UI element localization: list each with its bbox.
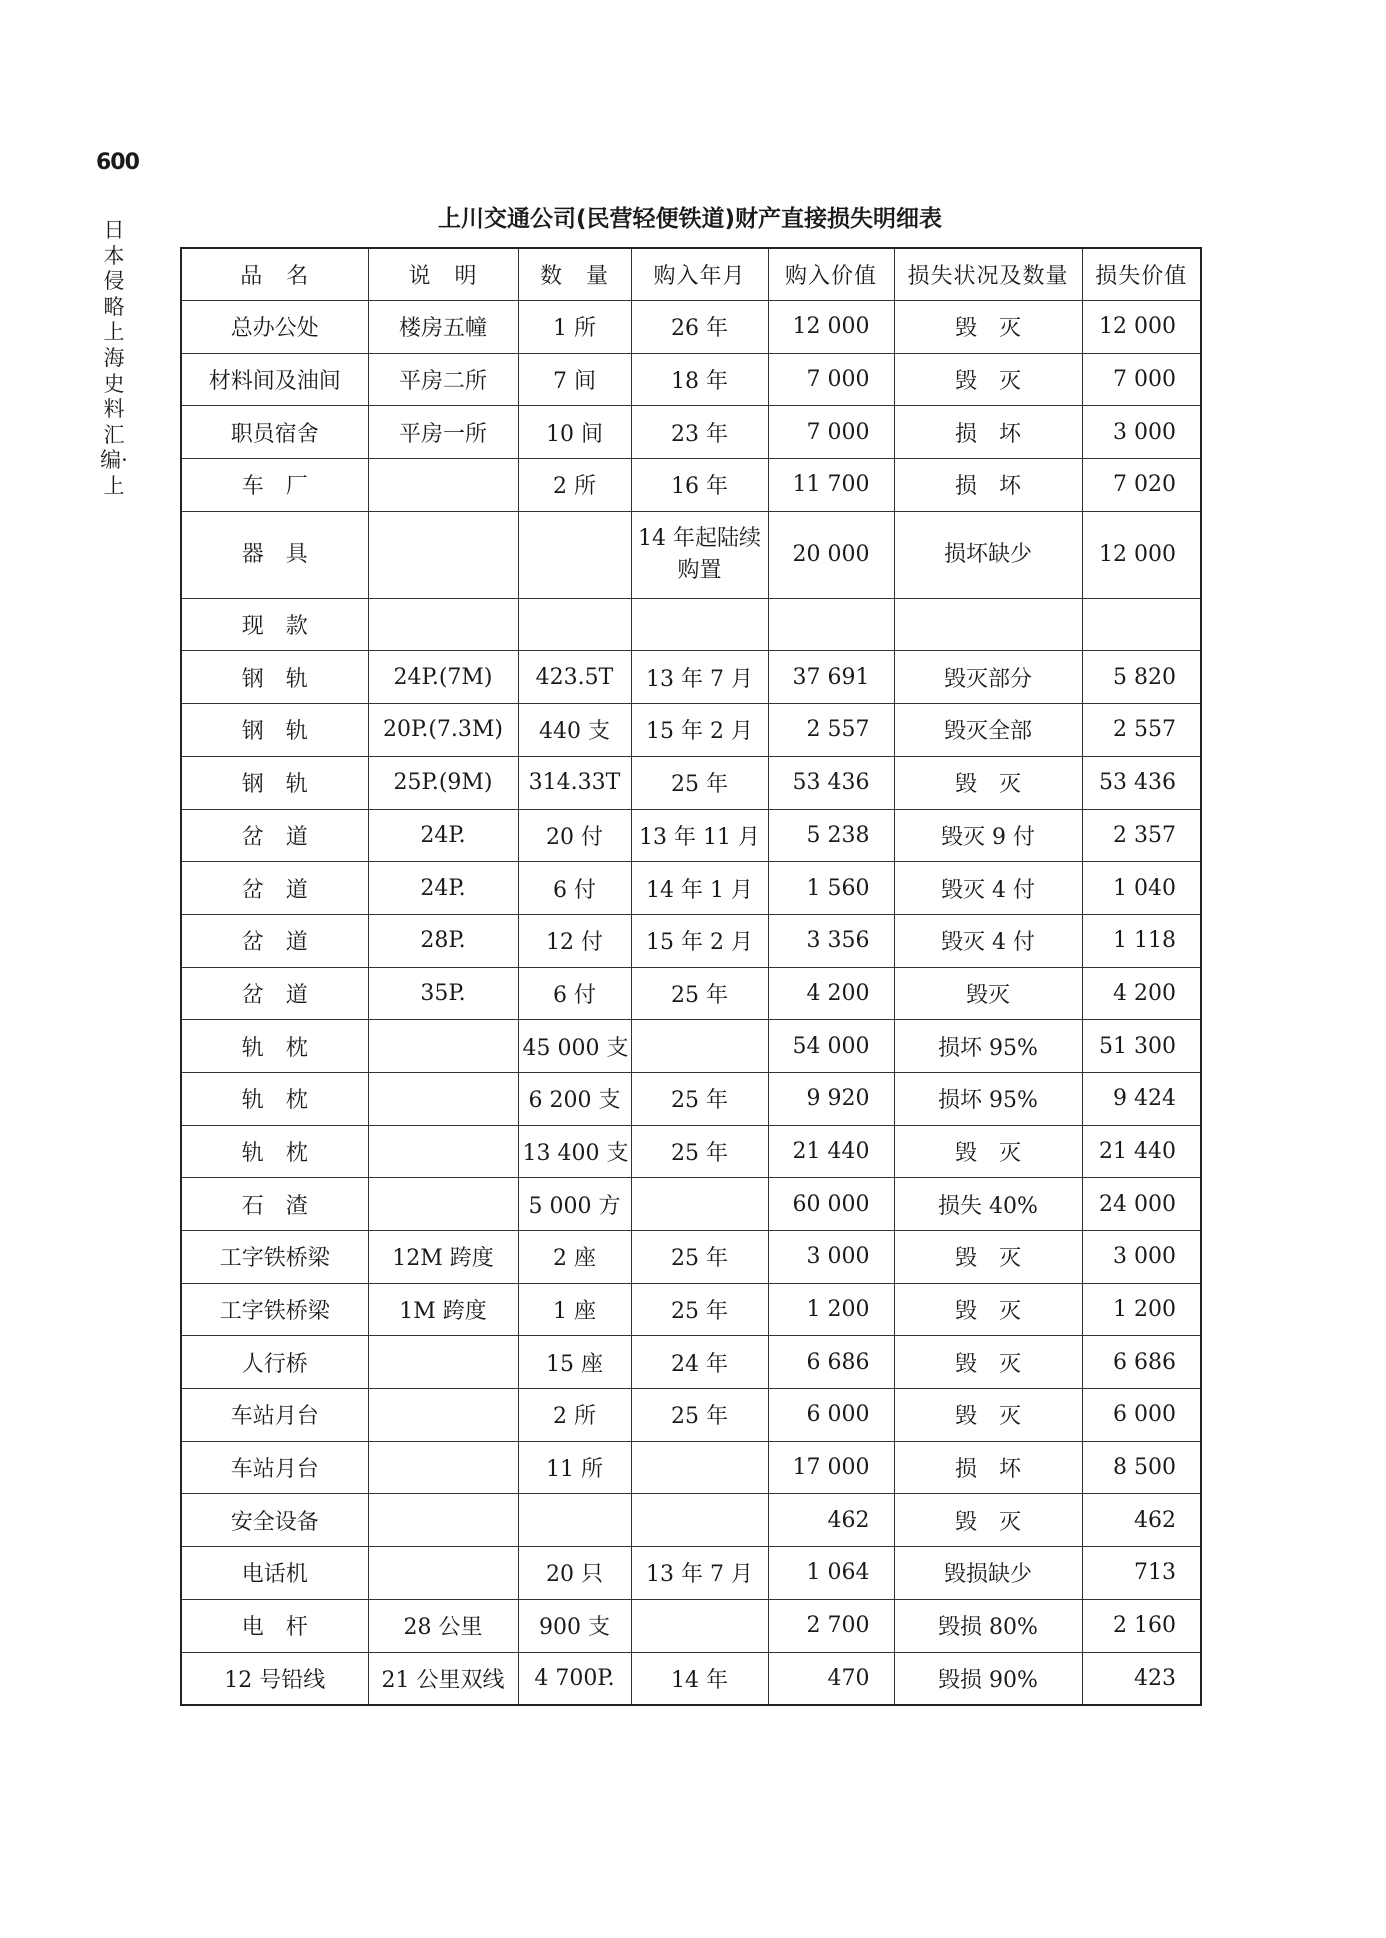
- quantity-cell: 423.5T: [518, 651, 631, 704]
- loss-status-cell: 损 坏: [894, 1441, 1082, 1494]
- table-row: [181, 1020, 1201, 1073]
- description-cell: 28 公里: [368, 1599, 518, 1652]
- loss-value-cell: 12 000: [1082, 511, 1201, 598]
- quantity-cell: 2 所: [518, 1389, 631, 1442]
- item-name-cell: 钢 轨: [181, 704, 368, 757]
- table-body: [181, 301, 1201, 1706]
- quantity-cell: 11 所: [518, 1441, 631, 1494]
- loss-status-cell: 毁灭部分: [894, 651, 1082, 704]
- purchase-date-cell: 13 年 7 月: [631, 1547, 768, 1600]
- column-header: 购入价值: [768, 248, 894, 301]
- purchase-date-cell: 14 年 1 月: [631, 862, 768, 915]
- quantity-cell: 900 支: [518, 1599, 631, 1652]
- loss-value-cell: 5 820: [1082, 651, 1201, 704]
- loss-status-cell: 毁灭全部: [894, 704, 1082, 757]
- loss-value-cell: 12 000: [1082, 301, 1201, 354]
- table-row: [181, 301, 1201, 354]
- table-row: [181, 914, 1201, 967]
- quantity-cell: 20 付: [518, 809, 631, 862]
- column-header: 品 名: [181, 248, 368, 301]
- purchase-date-cell: 16 年: [631, 459, 768, 512]
- loss-status-cell: 毁灭 4 付: [894, 862, 1082, 915]
- purchase-value-cell: 20 000: [768, 511, 894, 598]
- description-cell: [368, 459, 518, 512]
- description-cell: [368, 1494, 518, 1547]
- purchase-value-cell: 1 064: [768, 1547, 894, 1600]
- loss-status-cell: 损坏 95%: [894, 1072, 1082, 1125]
- quantity-cell: 1 所: [518, 301, 631, 354]
- loss-value-cell: 3 000: [1082, 406, 1201, 459]
- description-cell: 25P.(9M): [368, 756, 518, 809]
- loss-value-cell: 423: [1082, 1652, 1201, 1705]
- loss-status-cell: 毁 灭: [894, 1389, 1082, 1442]
- purchase-date-cell: 23 年: [631, 406, 768, 459]
- table-title: 上川交通公司(民营轻便铁道)财产直接损失明细表: [437, 206, 943, 232]
- loss-status-cell: 毁 灭: [894, 301, 1082, 354]
- purchase-value-cell: 3 000: [768, 1231, 894, 1284]
- purchase-value-cell: 2 557: [768, 704, 894, 757]
- item-name-cell: 现 款: [181, 598, 368, 651]
- purchase-date-cell: 14 年: [631, 1652, 768, 1705]
- purchase-value-cell: 3 356: [768, 914, 894, 967]
- quantity-cell: 4 700P.: [518, 1652, 631, 1705]
- purchase-value-cell: 5 238: [768, 809, 894, 862]
- loss-value-cell: 4 200: [1082, 967, 1201, 1020]
- purchase-date-cell: [631, 1599, 768, 1652]
- table-row: [181, 1336, 1201, 1389]
- purchase-value-cell: 60 000: [768, 1178, 894, 1231]
- loss-status-cell: 损坏缺少: [894, 511, 1082, 598]
- purchase-date-cell: 18 年: [631, 353, 768, 406]
- purchase-date-cell: [631, 1020, 768, 1073]
- table-row: [181, 809, 1201, 862]
- description-cell: 1M 跨度: [368, 1283, 518, 1336]
- loss-status-cell: 损 坏: [894, 459, 1082, 512]
- table-row: [181, 967, 1201, 1020]
- description-cell: 28P.: [368, 914, 518, 967]
- quantity-cell: 2 所: [518, 459, 631, 512]
- loss-value-cell: 21 440: [1082, 1125, 1201, 1178]
- loss-status-cell: [894, 598, 1082, 651]
- table-row: [181, 511, 1201, 598]
- purchase-date-cell: 14 年起陆续购置: [631, 511, 768, 598]
- description-cell: [368, 1336, 518, 1389]
- description-cell: 24P.(7M): [368, 651, 518, 704]
- description-cell: 24P.: [368, 862, 518, 915]
- loss-status-cell: 毁损 90%: [894, 1652, 1082, 1705]
- purchase-date-cell: [631, 1178, 768, 1231]
- purchase-value-cell: 17 000: [768, 1441, 894, 1494]
- loss-value-cell: 462: [1082, 1494, 1201, 1547]
- table-row: [181, 1072, 1201, 1125]
- table-row: [181, 1547, 1201, 1600]
- quantity-cell: 13 400 支: [518, 1125, 631, 1178]
- item-name-cell: 车站月台: [181, 1441, 368, 1494]
- loss-table: [180, 247, 1202, 1706]
- table-row: [181, 1652, 1201, 1705]
- purchase-value-cell: 2 700: [768, 1599, 894, 1652]
- quantity-cell: 6 付: [518, 967, 631, 1020]
- purchase-value-cell: 21 440: [768, 1125, 894, 1178]
- loss-value-cell: 51 300: [1082, 1020, 1201, 1073]
- purchase-value-cell: 9 920: [768, 1072, 894, 1125]
- quantity-cell: 5 000 方: [518, 1178, 631, 1231]
- loss-value-cell: 24 000: [1082, 1178, 1201, 1231]
- purchase-date-cell: 15 年 2 月: [631, 914, 768, 967]
- loss-value-cell: 8 500: [1082, 1441, 1201, 1494]
- description-cell: 平房一所: [368, 406, 518, 459]
- purchase-date-cell: 25 年: [631, 1231, 768, 1284]
- item-name-cell: 安全设备: [181, 1494, 368, 1547]
- item-name-cell: 岔 道: [181, 914, 368, 967]
- purchase-value-cell: 7 000: [768, 406, 894, 459]
- purchase-date-cell: [631, 1441, 768, 1494]
- description-cell: 平房二所: [368, 353, 518, 406]
- item-name-cell: 职员宿舍: [181, 406, 368, 459]
- column-header: 说 明: [368, 248, 518, 301]
- loss-value-cell: 53 436: [1082, 756, 1201, 809]
- item-name-cell: 材料间及油间: [181, 353, 368, 406]
- purchase-date-cell: 25 年: [631, 756, 768, 809]
- loss-value-cell: 1 118: [1082, 914, 1201, 967]
- header-row: [181, 248, 1201, 301]
- purchase-date-cell: 25 年: [631, 1125, 768, 1178]
- loss-status-cell: 毁 灭: [894, 1494, 1082, 1547]
- table-row: [181, 1389, 1201, 1442]
- loss-status-cell: 毁 灭: [894, 1125, 1082, 1178]
- purchase-date-cell: 15 年 2 月: [631, 704, 768, 757]
- quantity-cell: [518, 598, 631, 651]
- table-row: [181, 1494, 1201, 1547]
- item-name-cell: 钢 轨: [181, 651, 368, 704]
- loss-value-cell: 2 357: [1082, 809, 1201, 862]
- quantity-cell: 314.33T: [518, 756, 631, 809]
- table-row: [181, 1125, 1201, 1178]
- purchase-value-cell: 53 436: [768, 756, 894, 809]
- column-header: 损失状况及数量: [894, 248, 1082, 301]
- table-row: [181, 353, 1201, 406]
- description-cell: 24P.: [368, 809, 518, 862]
- loss-status-cell: 毁损缺少: [894, 1547, 1082, 1600]
- item-name-cell: 电 杆: [181, 1599, 368, 1652]
- item-name-cell: 轨 枕: [181, 1072, 368, 1125]
- loss-value-cell: 7 000: [1082, 353, 1201, 406]
- loss-value-cell: 6 686: [1082, 1336, 1201, 1389]
- purchase-value-cell: 37 691: [768, 651, 894, 704]
- quantity-cell: 2 座: [518, 1231, 631, 1284]
- purchase-value-cell: 7 000: [768, 353, 894, 406]
- item-name-cell: 岔 道: [181, 809, 368, 862]
- description-cell: [368, 1441, 518, 1494]
- quantity-cell: 6 付: [518, 862, 631, 915]
- item-name-cell: 车站月台: [181, 1389, 368, 1442]
- description-cell: [368, 1547, 518, 1600]
- table-row: [181, 459, 1201, 512]
- item-name-cell: 轨 枕: [181, 1125, 368, 1178]
- purchase-date-cell: 13 年 11 月: [631, 809, 768, 862]
- quantity-cell: 440 支: [518, 704, 631, 757]
- table-row: [181, 1599, 1201, 1652]
- loss-status-cell: 毁灭: [894, 967, 1082, 1020]
- description-cell: [368, 1125, 518, 1178]
- loss-status-cell: 毁 灭: [894, 1336, 1082, 1389]
- loss-status-cell: 毁 灭: [894, 1231, 1082, 1284]
- purchase-value-cell: [768, 598, 894, 651]
- purchase-date-cell: 26 年: [631, 301, 768, 354]
- purchase-value-cell: 4 200: [768, 967, 894, 1020]
- purchase-value-cell: 1 200: [768, 1283, 894, 1336]
- loss-status-cell: 毁灭 9 付: [894, 809, 1082, 862]
- description-cell: 12M 跨度: [368, 1231, 518, 1284]
- item-name-cell: 工字铁桥梁: [181, 1283, 368, 1336]
- description-cell: 楼房五幢: [368, 301, 518, 354]
- description-cell: [368, 511, 518, 598]
- loss-value-cell: 7 020: [1082, 459, 1201, 512]
- loss-value-cell: 6 000: [1082, 1389, 1201, 1442]
- item-name-cell: 石 渣: [181, 1178, 368, 1231]
- column-header: 数 量: [518, 248, 631, 301]
- purchase-value-cell: 12 000: [768, 301, 894, 354]
- description-cell: 21 公里双线: [368, 1652, 518, 1705]
- table-row: [181, 1178, 1201, 1231]
- table-row: [181, 1283, 1201, 1336]
- table-row: [181, 704, 1201, 757]
- loss-status-cell: 毁损 80%: [894, 1599, 1082, 1652]
- quantity-cell: 45 000 支: [518, 1020, 631, 1073]
- quantity-cell: 15 座: [518, 1336, 631, 1389]
- description-cell: [368, 1389, 518, 1442]
- item-name-cell: 电话机: [181, 1547, 368, 1600]
- loss-value-cell: 2 160: [1082, 1599, 1201, 1652]
- purchase-value-cell: 6 686: [768, 1336, 894, 1389]
- purchase-date-cell: 25 年: [631, 1283, 768, 1336]
- purchase-date-cell: [631, 598, 768, 651]
- item-name-cell: 钢 轨: [181, 756, 368, 809]
- page-number: 600: [96, 150, 139, 175]
- description-cell: 20P.(7.3M): [368, 704, 518, 757]
- description-cell: [368, 1072, 518, 1125]
- column-header: 购入年月: [631, 248, 768, 301]
- quantity-cell: 20 只: [518, 1547, 631, 1600]
- table-row: [181, 1231, 1201, 1284]
- loss-status-cell: 损坏 95%: [894, 1020, 1082, 1073]
- item-name-cell: 工字铁桥梁: [181, 1231, 368, 1284]
- loss-value-cell: 2 557: [1082, 704, 1201, 757]
- loss-value-cell: 9 424: [1082, 1072, 1201, 1125]
- description-cell: [368, 1178, 518, 1231]
- item-name-cell: 车 厂: [181, 459, 368, 512]
- loss-value-cell: 713: [1082, 1547, 1201, 1600]
- loss-value-cell: 3 000: [1082, 1231, 1201, 1284]
- item-name-cell: 岔 道: [181, 967, 368, 1020]
- loss-value-cell: [1082, 598, 1201, 651]
- loss-status-cell: 损 坏: [894, 406, 1082, 459]
- table-row: [181, 598, 1201, 651]
- description-cell: [368, 1020, 518, 1073]
- purchase-date-cell: 25 年: [631, 967, 768, 1020]
- item-name-cell: 岔 道: [181, 862, 368, 915]
- item-name-cell: 器 具: [181, 511, 368, 598]
- quantity-cell: 1 座: [518, 1283, 631, 1336]
- loss-status-cell: 毁 灭: [894, 1283, 1082, 1336]
- loss-value-cell: 1 200: [1082, 1283, 1201, 1336]
- loss-value-cell: 1 040: [1082, 862, 1201, 915]
- item-name-cell: 总办公处: [181, 301, 368, 354]
- purchase-value-cell: 470: [768, 1652, 894, 1705]
- loss-status-cell: 毁灭 4 付: [894, 914, 1082, 967]
- purchase-date-cell: 25 年: [631, 1072, 768, 1125]
- quantity-cell: [518, 511, 631, 598]
- table-row: [181, 651, 1201, 704]
- quantity-cell: 12 付: [518, 914, 631, 967]
- purchase-date-cell: 13 年 7 月: [631, 651, 768, 704]
- item-name-cell: 轨 枕: [181, 1020, 368, 1073]
- column-header: 损失价值: [1082, 248, 1201, 301]
- purchase-date-cell: 25 年: [631, 1389, 768, 1442]
- item-name-cell: 12 号铅线: [181, 1652, 368, 1705]
- purchase-value-cell: 1 560: [768, 862, 894, 915]
- description-cell: 35P.: [368, 967, 518, 1020]
- purchase-value-cell: 462: [768, 1494, 894, 1547]
- loss-status-cell: 损失 40%: [894, 1178, 1082, 1231]
- quantity-cell: 10 间: [518, 406, 631, 459]
- table-row: [181, 406, 1201, 459]
- purchase-value-cell: 54 000: [768, 1020, 894, 1073]
- quantity-cell: 7 间: [518, 353, 631, 406]
- table-row: [181, 862, 1201, 915]
- loss-status-cell: 毁 灭: [894, 353, 1082, 406]
- book-title: 日本侵略上海史料汇编·上: [100, 218, 128, 498]
- description-cell: [368, 598, 518, 651]
- quantity-cell: 6 200 支: [518, 1072, 631, 1125]
- purchase-value-cell: 11 700: [768, 459, 894, 512]
- purchase-date-cell: 24 年: [631, 1336, 768, 1389]
- quantity-cell: [518, 1494, 631, 1547]
- table-row: [181, 756, 1201, 809]
- loss-status-cell: 毁 灭: [894, 756, 1082, 809]
- purchase-value-cell: 6 000: [768, 1389, 894, 1442]
- purchase-date-cell: [631, 1494, 768, 1547]
- table-row: [181, 1441, 1201, 1494]
- item-name-cell: 人行桥: [181, 1336, 368, 1389]
